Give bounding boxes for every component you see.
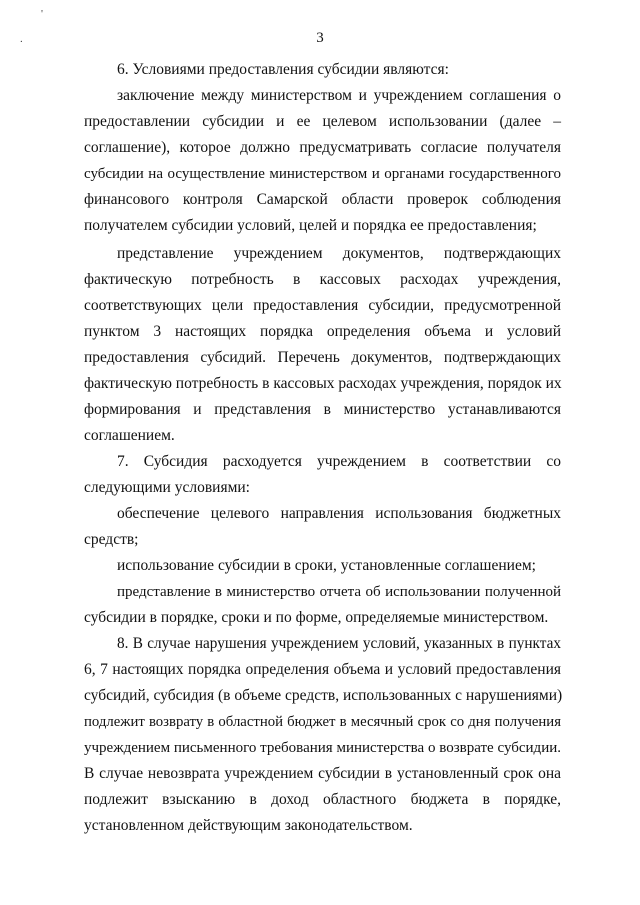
text-line: представление в министерство отчета об использовании полученной [117,584,561,600]
text-line: подлежит возврату в областной бюджет в месячный срок со дня получения [84,714,561,730]
text-line: пунктом 3 настоящих порядка определения объема и условий [84,323,561,340]
text-line: субсидии в порядке, сроки и по форме, определяемые министерством. [84,609,549,626]
page-number: 3 [316,30,324,46]
scan-mark: . [20,33,23,45]
text-line: получателем субсидии условий, целей и порядка ее предоставления; [84,217,537,234]
text-line: 7. Субсидия расходуется учреждением в соответствии со [117,453,561,470]
text-line: соглашением. [84,427,175,444]
text-line: фактическую потребность в кассовых расходах учреждения, [84,271,561,288]
scan-mark: ' [41,8,43,20]
text-line: представление учреждением документов, подтверждающих [117,245,561,262]
text-line: средств; [84,531,139,548]
text-line: соглашение), которое должно предусматривать согласие получателя [84,139,561,156]
text-line: учреждением письменного требования министерства о возврате субсидии. [84,740,561,756]
text-line: субсидий, субсидия (в объеме средств, использованных с нарушениями) [84,687,563,704]
text-line: финансового контроля Самарской области проверок соблюдения [84,191,561,208]
text-line: заключение между министерством и учреждением соглашения о [117,87,561,104]
text-line: подлежит взысканию в доход областного бюджета в порядке, [84,791,561,808]
text-line: предоставления субсидий. Перечень документов, подтверждающих [84,349,561,366]
text-line: следующими условиями: [84,479,250,496]
text-line: использование субсидии в сроки, установленные соглашением; [117,557,536,574]
text-line: установленном действующим законодательством. [84,817,413,834]
text-line: фактическую потребность в кассовых расходах учреждения, порядок их [84,375,562,392]
text-line: В случае невозврата учреждением субсидии в установленный срок она [84,765,561,782]
text-line: предоставлении субсидии и ее целевом использовании (далее – [84,113,561,130]
text-line: 6, 7 настоящих порядка определения объема и условий предоставления [84,661,561,678]
text-line: 8. В случае нарушения учреждением условий, указанных в пунктах [117,635,561,652]
text-line: обеспечение целевого направления использования бюджетных [117,505,561,522]
text-line: субсидии на осуществление министерством и органами государственного [84,166,561,182]
text-line: формирования и представления в министерство устанавливаются [84,401,561,418]
text-line: 6. Условиями предоставления субсидии являются: [117,61,449,78]
text-line: соответствующих цели предоставления субсидии, предусмотренной [84,297,561,314]
